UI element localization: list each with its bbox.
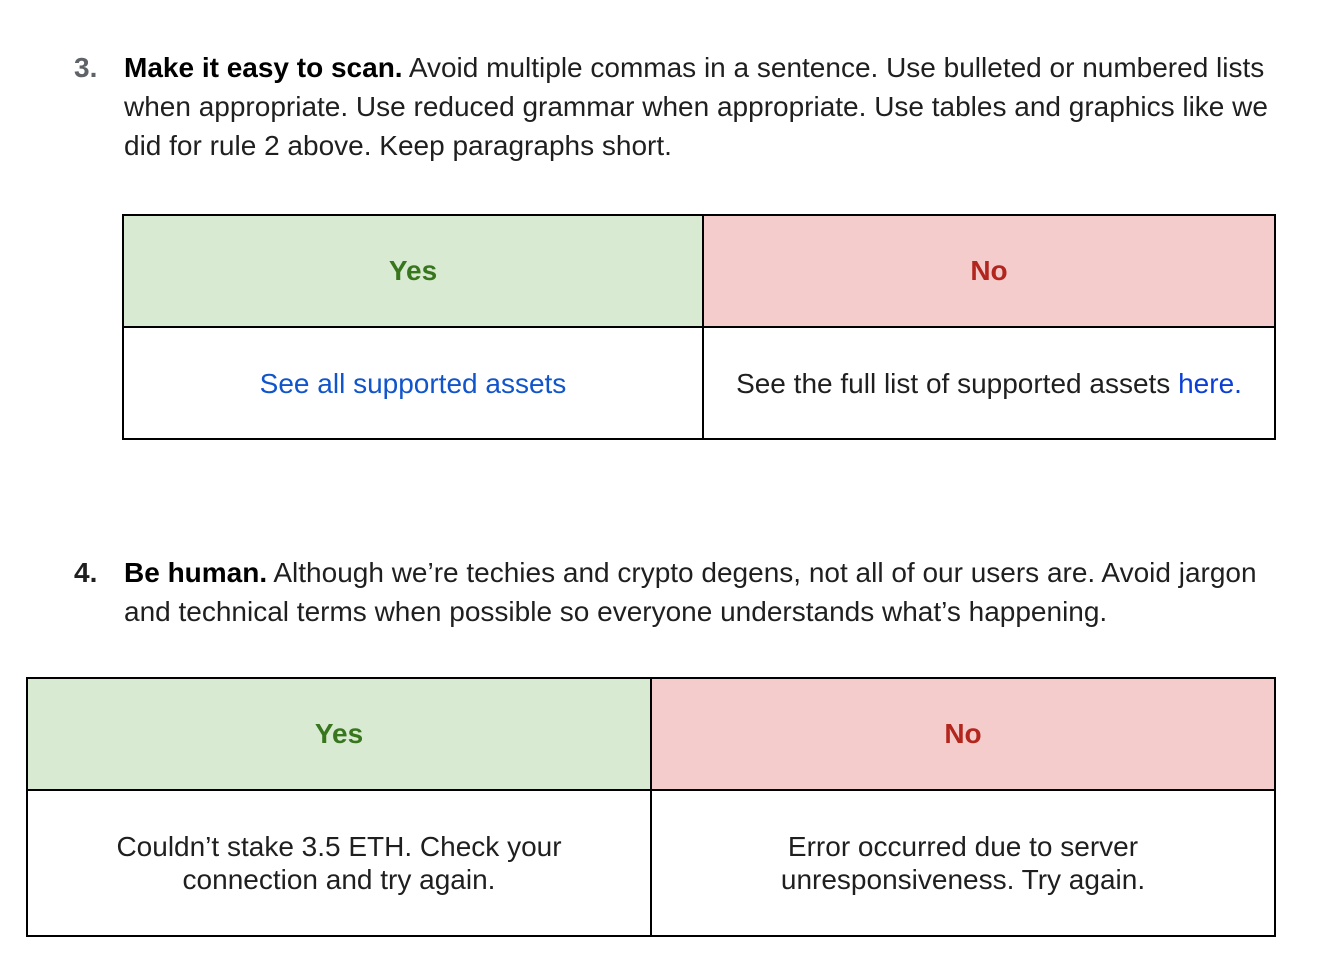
no-header: No	[651, 678, 1275, 790]
no-example-cell: Error occurred due to server unresponsiveness. Try again.	[651, 790, 1275, 936]
yes-example-cell: Couldn’t stake 3.5 ETH. Check your connection and try again.	[27, 790, 651, 936]
rule-3-number: 3.	[74, 52, 98, 83]
rule-4	[74, 553, 1284, 631]
no-header: No	[703, 215, 1275, 327]
no-example-cell	[703, 327, 1275, 439]
yes-header: Yes	[123, 215, 703, 327]
rule-4-text: Although we’re techies and crypto degens, not all of our users are. Avoid jargon and technical terms when possible so everyone understands what’s happening.	[124, 557, 1257, 627]
comparison-table-1	[122, 214, 1276, 440]
see-all-supported-assets-link[interactable]: See all supported assets	[259, 367, 567, 399]
rule-4-title: Be human.	[124, 557, 268, 588]
rule-3-title: Make it easy to scan.	[124, 52, 403, 83]
comparison-table-2	[26, 677, 1276, 937]
yes-example-cell	[123, 327, 703, 439]
rule-3	[74, 48, 1284, 165]
rule-3-text: Avoid multiple commas in a sentence. Use bulleted or numbered lists when appropriate. Use reduced grammar when appropriate. Use tables and graphics like we did for rule 2 above. Keep paragraphs short.	[124, 52, 1268, 161]
here-link[interactable]: here	[1178, 367, 1235, 399]
no-example-period: .	[1234, 367, 1242, 399]
rule-4-number: 4.	[74, 557, 98, 588]
no-example-text: See the full list of supported assets	[736, 367, 1179, 399]
yes-header: Yes	[27, 678, 651, 790]
